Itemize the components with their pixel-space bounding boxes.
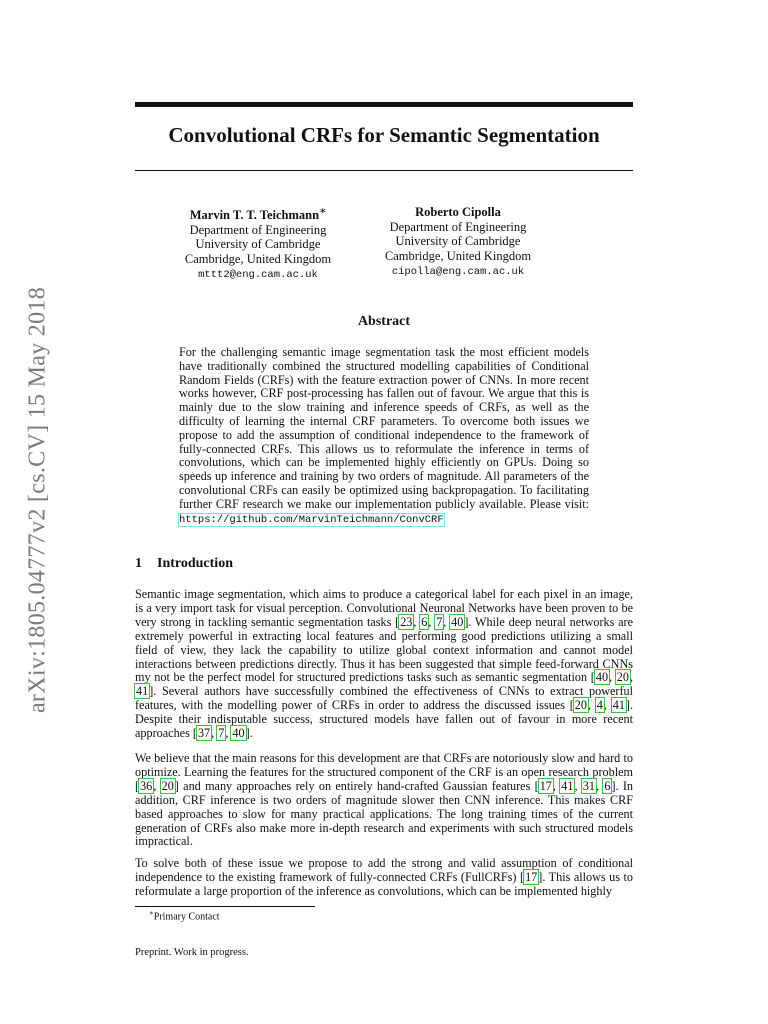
author-block-1	[148, 205, 368, 283]
author-affiliation-location: Cambridge, United Kingdom	[184, 251, 332, 266]
citation-link[interactable]: 40	[595, 670, 609, 685]
citation-group: [17]	[520, 869, 543, 884]
author-email: mttt2@eng.cam.ac.uk	[198, 269, 318, 282]
abstract-body	[179, 346, 589, 527]
arxiv-stamp	[18, 265, 58, 735]
citation-link[interactable]: 7	[436, 614, 443, 629]
intro-paragraph-3: To solve both of these issue we propose to add the strong and valid assumption of conditional independence to the existing framework of fully-connected CRFs (FullCRFs) [17]. This allows us to reformulate a large proportion of the inference as convolutions, which can be implemented highly	[135, 856, 633, 898]
intro-paragraph-1: Semantic image segmentation, which aims to produce a categorical label for each pixel in an image, is a very import task for visual perception. Convolutional Neuronal Networks have been proven to be very strong in tackling semantic segmentation tasks [23, 6, 7, 40]. While deep neural networks are extremely powerful in extracting local features and performing good predictions utilizing a small field of view, they lack the capability to utilize global context information and cannot model interactions between predictions directly. Thus it has been suggested that simple feed-forward CNNs my not be the perfect model for structured predictions tasks such as semantic segmentation [40, 20, 41]. Several authors have successfully combined the effectiveness of CNNs to extract powerful features, with the modelling power of CRFs in order to address the discussed issues [20, 4, 41]. Despite their indisputable success, structured models have fallen out of favour in more recent approaches [37, 7, 40].	[135, 587, 634, 741]
citation-link[interactable]: 31	[582, 778, 595, 793]
citation-link[interactable]: 20	[616, 670, 629, 685]
abstract-text: For the challenging semantic image segmentation task the most efficient models have traditionally combined the structured modelling capabilities of Conditional Random Fields (CRFs) with the feature extraction power of CNNs. In more recent works however, CRF post-processing has fallen out of favour. We argue that this is mainly due to the slow training and inference speeds of CRFs, as well as the difficulty of learning the internal CRF parameters. To overcome both issues we propose to add the assumption of conditional independence to the framework of fully-connected CRFs. This allows us to reformulate the inference in terms of convolutions, which can be implemented highly efficiently on GPUs. Doing so speeds up inference and training by two orders of magnitude. All parameters of the convolutional CRFs can easily be optimized using backpropagation. To facilitating further CRF research we make our implementation publicly available. Please visit:	[179, 345, 589, 511]
citation-link[interactable]: 37	[197, 726, 211, 741]
citation-link[interactable]: 36	[140, 778, 153, 793]
title-rule-bottom	[135, 170, 633, 171]
section-title: Introduction	[157, 556, 233, 571]
author-affiliation-department: Department of Engineering	[389, 219, 527, 234]
citation-link[interactable]: 23	[400, 614, 413, 629]
author-name: Marvin T. T. Teichmann∗	[189, 206, 327, 223]
footnote-mark: ∗	[149, 909, 154, 917]
citation-link[interactable]: 41	[561, 778, 574, 793]
author-affiliation-department: Department of Engineering	[189, 222, 327, 237]
author-name: Roberto Cipolla	[415, 205, 501, 219]
citation-group: [36, 20]	[135, 778, 179, 793]
arxiv-stamp-text: arXiv:1805.04777v2 [cs.CV] 15 May 2018	[24, 286, 51, 714]
citation-group: [23, 6, 7, 40]	[395, 614, 469, 629]
citation-link[interactable]: 6	[421, 614, 428, 629]
citation-link[interactable]: 6	[604, 778, 611, 793]
author-affiliation-university: University of Cambridge	[395, 234, 521, 248]
footnote	[149, 909, 220, 922]
section-number: 1	[135, 556, 142, 571]
author-block-2	[348, 205, 568, 280]
intro-paragraph-2: We believe that the main reasons for this development are that CRFs are notoriously slow and hard to optimize. Learning the features for the structured component of the CRF is an open research problem [36, 20] and many approaches rely on entirely hand-crafted Gaussian features [17, 41, 31, 6]. In addition, CRF inference is two orders of magnitude slower then CNN inference. This makes CRF based approaches to slow for many practical applications. The long training times of the current generation of CRFs also make more in-depth research and experiments with such structured models impractical.	[135, 751, 634, 849]
code-url-link[interactable]: https://github.com/MarvinTeichmann/ConvCRF	[179, 513, 444, 526]
footnote-mark: ∗	[319, 206, 327, 217]
abstract-heading: Abstract	[357, 314, 411, 329]
author-email: cipolla@eng.cam.ac.uk	[391, 266, 525, 278]
author-affiliation-location: Cambridge, United Kingdom	[384, 248, 532, 263]
citation-link[interactable]: 4	[596, 698, 603, 713]
citation-link[interactable]: 41	[612, 698, 625, 713]
footnote-rule	[135, 906, 315, 907]
footnote-text: Primary Contact	[153, 911, 220, 923]
citation-link[interactable]: 20	[574, 698, 587, 713]
citation-link[interactable]: 41	[136, 684, 149, 699]
citation-link[interactable]: 20	[161, 778, 174, 793]
citation-link[interactable]: 7	[218, 726, 225, 741]
citation-group: [37, 7, 40]	[192, 726, 250, 741]
author-affiliation-university: University of Cambridge	[195, 237, 321, 252]
citation-group: [17, 41, 31, 6]	[534, 778, 616, 793]
citation-link[interactable]: 17	[525, 869, 538, 884]
title-rule-top	[135, 102, 633, 107]
citation-link[interactable]: 40	[232, 726, 245, 741]
paper-title: Convolutional CRFs for Semantic Segmentation	[168, 123, 600, 147]
citation-group: [40, 20, 41]	[136, 670, 634, 699]
section-heading-introduction	[135, 556, 633, 572]
citation-group: [20, 4, 41]	[569, 698, 630, 713]
citation-link[interactable]: 17	[539, 778, 552, 793]
citation-link[interactable]: 40	[451, 614, 464, 629]
preprint-note: Preprint. Work in progress.	[135, 947, 249, 958]
